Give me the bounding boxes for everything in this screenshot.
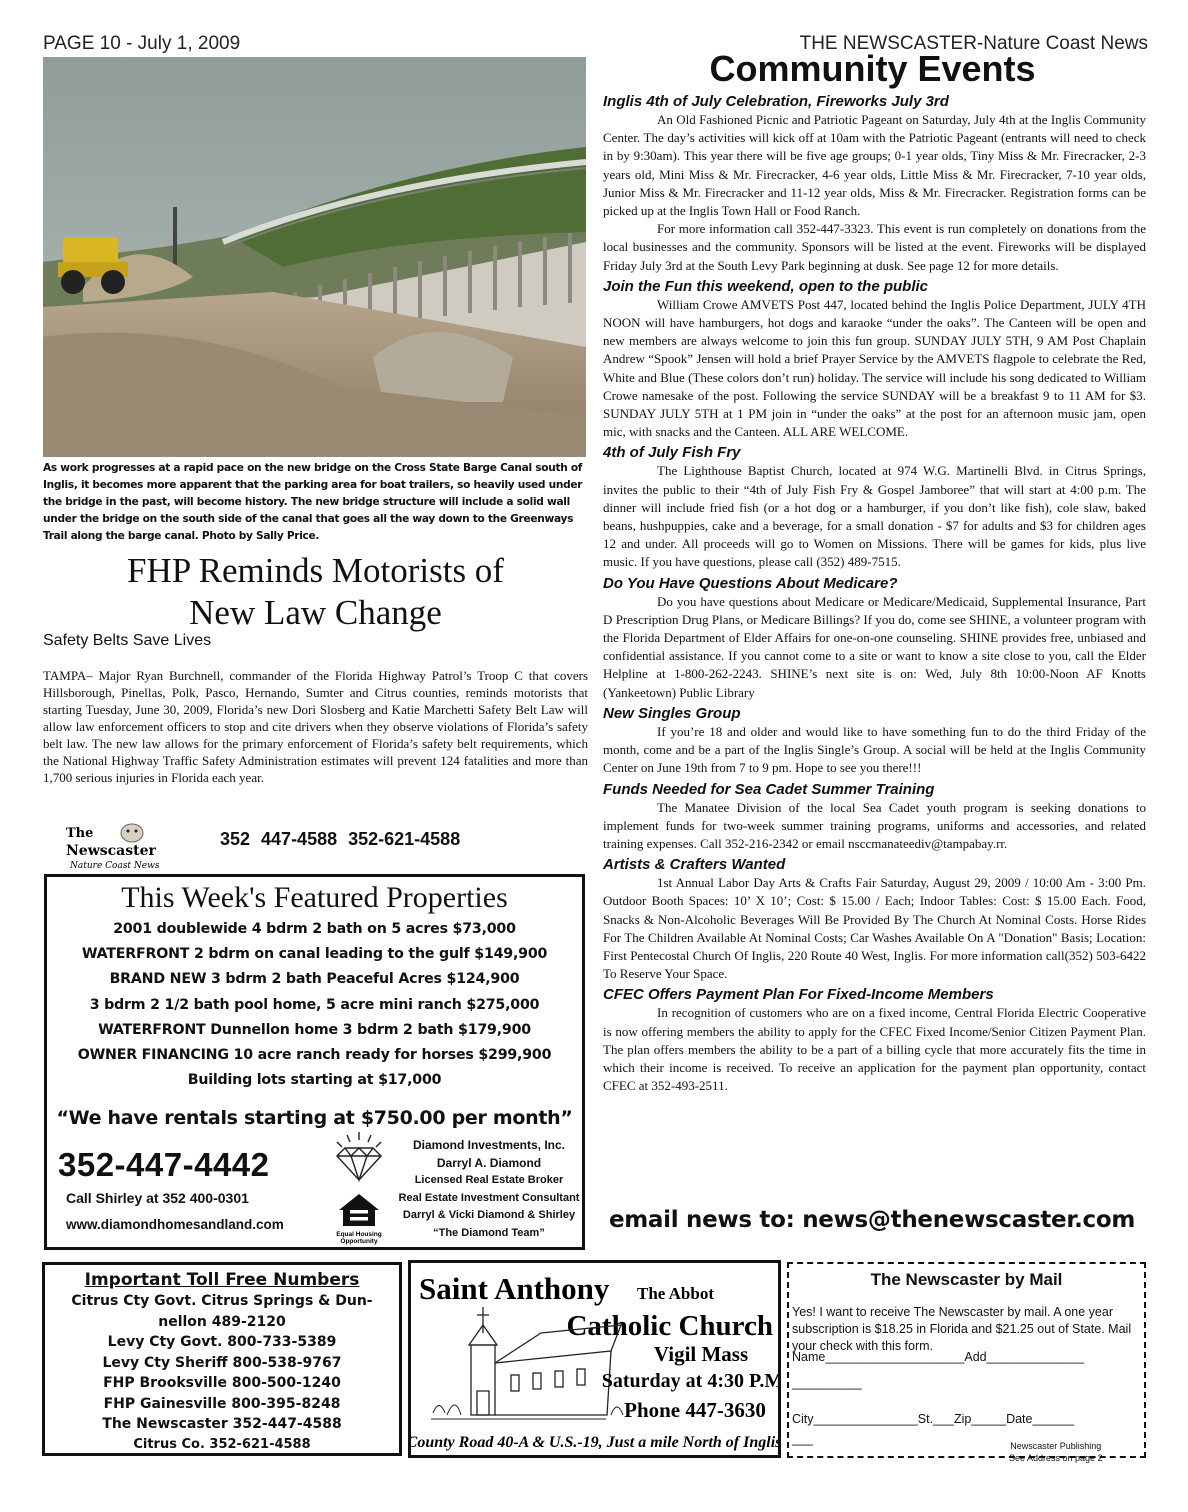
bridge-construction-photo [43, 57, 586, 457]
property-listing: BRAND NEW 3 bdrm 2 bath Peaceful Acres $124,900 [109, 971, 520, 988]
event-paragraph: The Manatee Division of the local Sea Cadet youth program is seeking donations to implement funds for two-week summer training programs, uniforms and accessories, and related training expenses. Call 352-216-2342 or email nsccmanateediv@tampabay.rr. [603, 799, 1146, 851]
church-name: Saint Anthony [419, 1271, 610, 1306]
toll-free-line: Citrus Cty Govt. Citrus Springs & Dun- [71, 1293, 373, 1309]
church-name-suffix: The Abbot [637, 1284, 714, 1303]
church-phone: Phone 447-3630 [624, 1398, 766, 1422]
blank-field[interactable]: ___ [792, 1432, 813, 1446]
logo-line3: Nature Coast News [70, 861, 160, 871]
fhp-headline-line1: FHP Reminds Motorists of [127, 551, 504, 590]
toll-free-line: Levy Cty Sheriff 800-538-9767 [102, 1354, 342, 1371]
rentals-notice: “We have rentals starting at $750.00 per month” [56, 1107, 573, 1130]
property-listing: 2001 doublewide 4 bdrm 2 bath on 5 acres $73,000 [113, 921, 516, 937]
newscaster-logo-art [66, 823, 176, 871]
company-line: Darryl A. Diamond [436, 1155, 542, 1170]
toll-free-line: nellon 489-2120 [158, 1313, 286, 1330]
email-news-banner[interactable]: email news to: news@thenewscaster.com [608, 1207, 1136, 1233]
fhp-headline-line2: New Law Change [189, 593, 442, 632]
publisher-name: Newscaster Publishing [1010, 1441, 1102, 1451]
company-line: Real Estate Investment Consultant [398, 1191, 580, 1204]
fhp-headline [43, 550, 588, 634]
property-listing: OWNER FINANCING 10 acre ranch ready for horses $299,900 [77, 1047, 552, 1064]
community-events-title: Community Events [709, 48, 1036, 89]
toll-free-title: Important Toll Free Numbers [84, 1270, 360, 1290]
event-paragraph: 1st Annual Labor Day Arts & Crafts Fair Saturday, August 29, 2009 / 10:00 Am - 3:00 Pm. Outdoor Booth Spaces: 10’ X 10’; Cost: $ 15.00 / Each; Indoor Tables: Cost: $ 15.00 Each. Food, Snacks & Non-Alcoholic Beverages Will Be Provided By The Church At Nominal Costs. Horse Rides For The Children Available At Nominal Costs; Car Washes Available On A "Donation" Basis; Location: First Pentecostal Church Of Inglis, 220 Route 40 West, Inglis. For more information call(352) 503-6422 To Reserve Your Space. [603, 875, 1146, 982]
event-paragraph: The Lighthouse Baptist Church, located at 974 W.G. Martinelli Blvd. in Citrus Springs, invites the public to their “4th of July Fish Fry & Gospel Jamboree” that will start at 4:00 p.m. The dinner will include fried fish (or a hot dog or a hamburger, if you don’t like fish), cole slaw, baked beans, hushpuppies, cake and a beverage, for a small donation - $7 for adults and $3 for children ages 12 and under. All proceeds will go to Women on Missions. There will be games for kids, plus live music. If you have questions, please call (352) 489-7515. [603, 463, 1146, 570]
photo-caption: As work progresses at a rapid pace on the new bridge on the Cross State Barge Canal south of Inglis, it becomes more apparent that the parking area for boat trailers, so heavily used under the bridge in the past, will become history. The new bridge structure will include a solid wall under the bridge on the south side of the canal that goes all the way down to the Greenways Trail along the barge canal. Photo by Sally Price. [43, 462, 583, 542]
event-heading: Funds Needed for Sea Cadet Summer Training [603, 780, 935, 798]
dog-icon [121, 824, 143, 842]
equal-housing-label: Equal Housing [336, 1231, 382, 1238]
publisher-note [1009, 1440, 1103, 1464]
event-heading: CFEC Offers Payment Plan For Fixed-Income Members [603, 986, 994, 1004]
event-heading: Join the Fun this weekend, open to the public [603, 277, 929, 295]
realty-phone: 352-447-4442 [58, 1146, 270, 1183]
address-continuation-field[interactable]: __________ [792, 1376, 862, 1390]
toll-free-line: The Newscaster 352-447-4588 [102, 1416, 342, 1432]
diamond-icon [325, 1130, 393, 1245]
logo-line1: The [66, 826, 94, 841]
property-listing: WATERFRONT 2 bdrm on canal leading to the gulf $149,900 [81, 946, 548, 963]
vigil-mass: Vigil Mass [653, 1342, 749, 1366]
event-paragraph: Do you have questions about Medicare or Medicare/Medicaid, Supplemental Insurance, Part D Prescription Drug Plans, or Medicare Billings? If you do, come see SHINE, a volunteer program with the Florida Department of Elder Affairs for one-on-one counseling. SHINE provides free, unbiased and confidential assistance. If you cannot come to a site or want to know a site close to you, call the Elder Helpline at 1-800-262-2243. SHINE’s next site is on: Wed, July 8th 10:00-Noon AF Knotts (Yankeetown) Public Library [603, 593, 1146, 700]
property-listing: 3 bdrm 2 1/2 bath pool home, 5 acre mini ranch $275,000 [89, 996, 540, 1013]
logo-line2: Newscaster [66, 843, 156, 859]
event-paragraph: If you’re 18 and older and would like to have something fun to do the third Friday of the month, come and be a part of the Inglis Single’s Group. A social will be held at the Inglis Community Center on June 19th from 7 to 9 pm. Hope to see you there!!! [603, 723, 1146, 776]
event-paragraph: William Crowe AMVETS Post 447, located behind the Inglis Police Department, JULY 4TH NOON will have hamburgers, hot dogs and karaoke “under the oaks”. The Canteen will be open and new members are always welcome to join this fun group. SUNDAY JULY 5TH, 9 AM Post Chaplain Andrew “Spook” Jensen will hold a brief Prayer Service by the AMVETS flagpole to celebrate the Red, White and Blue (These colors don’t run) holiday. The service will include his song dedicated to William Crowe namesake of the post. Following the service SUNDAY will be a breakfast 9 to 11 AM for $3. SUNDAY JULY 5TH at 1 PM join in “under the oaks” at the post for an afternoon music jam, open mic, with snacks and the Canteen. ALL ARE WELCOME. [603, 296, 1146, 440]
name-address-field[interactable]: Name____________________Add______________ [792, 1350, 1084, 1364]
properties-title: This Week's Featured Properties [121, 881, 508, 914]
toll-free-line: Levy Cty Govt. 800-733-5389 [107, 1334, 337, 1350]
diamond-investments-info [394, 1137, 584, 1242]
community-events-list [603, 90, 1146, 1095]
event-heading: 4th of July Fish Fry [603, 444, 741, 462]
property-listing: Building lots starting at $17,000 [187, 1072, 442, 1089]
event-paragraph: An Old Fashioned Picnic and Patriotic Pageant on Saturday, July 4th at the Inglis Community Center. The day’s activities will kick off at 10am with the Patriotic Pageant (entrants will need to check in by 9:30am). This year there will be five age groups; 0-1 year olds, Tiny Miss & Mr. Firecracker, 2-3 years old, Mini Miss & Mr. Firecracker, 4-6 year olds, Little Miss & Mr. Firecracker, 7-10 year olds, Junior Miss & Mr. Firecracker and 11-12 year olds, Miss & Mr. Firecracker. Registration forms can be picked up at the Inglis Town Hall or Food Ranch. [603, 112, 1146, 219]
vigil-mass-time: Saturday at 4:30 P.M. [601, 1370, 778, 1392]
fhp-subtitle: Safety Belts Save Lives [43, 632, 212, 649]
company-line: Diamond Investments, Inc. [412, 1138, 566, 1152]
realty-icons [325, 1130, 393, 1245]
event-heading: Do You Have Questions About Medicare? [603, 574, 898, 592]
church-ad [408, 1260, 781, 1458]
by-mail-description: Yes! I want to receive The Newscaster by mail. A one year subscription is $18.25 in Florida and $21.25 out of State. Mail your check with this form. [792, 1305, 1132, 1353]
church-denomination: Catholic Church [566, 1310, 773, 1342]
fhp-article-body: TAMPA– Major Ryan Burchnell, commander of the Florida Highway Patrol’s Troop C that covers Hillsborough, Pinellas, Polk, Pasco, Hernando, Sumter and Citrus counties, reminds motorists that starting Tuesday, June 30, 2009, Florida’s new Dori Slosberg and Katie Marchetti Safety Belt Law will allow law enforcement officers to stop and cite drivers when they observe violations of Florida’s safety belt law. The new law allows for the primary enforcement of Florida’s safety belt requirements, which the National Highway Traffic Safety Administration estimates will prevent 124 fatalities and more than 1,700 serious injuries in Florida each year. [43, 668, 588, 785]
event-heading: Artists & Crafters Wanted [603, 856, 786, 874]
company-line: “The Diamond Team” [433, 1226, 545, 1239]
newscaster-by-mail-form [787, 1262, 1146, 1463]
realty-website: www.diamondhomesandland.com [66, 1217, 284, 1232]
publisher-address-note: See Address on page 2 [1009, 1453, 1103, 1463]
newscaster-logo [66, 823, 176, 871]
church-location: County Road 40-A & U.S.-19, Just a mile North of Inglis [411, 1434, 778, 1451]
event-heading: New Singles Group [603, 704, 741, 722]
company-line: Licensed Real Estate Broker [414, 1174, 564, 1186]
toll-free-line: FHP Brooksville 800-500-1240 [103, 1375, 341, 1391]
toll-free-line: FHP Gainesville 800-395-8248 [103, 1395, 341, 1412]
by-mail-title: The Newscaster by Mail [870, 1270, 1063, 1289]
toll-free-line: Citrus Co. 352-621-4588 [133, 1436, 311, 1452]
event-paragraph: For more information call 352-447-3323. This event is run completely on donations from the local businesses and the community. Sponsors will be listed at the event. Fireworks will be displayed Friday July 3rd at the South Levy Park beginning at dusk. See page 12 for more details. [603, 221, 1146, 273]
publication-name: THE NEWSCASTER-Nature Coast News [799, 33, 1148, 54]
equal-housing-label: Opportunity [340, 1238, 378, 1245]
city-state-zip-date-field[interactable]: City_______________St.___Zip_____Date______ [792, 1412, 1075, 1426]
church-ad-art [411, 1263, 778, 1455]
bridge-photo-illustration [43, 57, 586, 457]
newscaster-phones: 352 447-4588 352-621-4588 [220, 829, 461, 849]
event-heading: Inglis 4th of July Celebration, Fireworks July 3rd [603, 93, 949, 110]
property-listing: WATERFRONT Dunnellon home 3 bdrm 2 bath $179,900 [98, 1021, 531, 1038]
equal-housing-icon [339, 1194, 379, 1226]
event-paragraph: In recognition of customers who are on a fixed income, Central Florida Electric Cooperative is now offering members the ability to apply for the CFEC Fixed Income/Senior Citizen Payment Plan. The plan offers members the ability to be a part of a billing cycle that more accurately fits the time in which their income is received. To receive an application for the payment plan opportunity, contact CFEC at 352-493-2511. [603, 1005, 1146, 1094]
page-number-date: PAGE 10 - July 1, 2009 [43, 33, 241, 54]
call-shirley: Call Shirley at 352 400-0301 [66, 1190, 249, 1206]
toll-free-numbers-box [42, 1262, 402, 1456]
company-line: Darryl & Vicki Diamond & Shirley [402, 1209, 576, 1221]
